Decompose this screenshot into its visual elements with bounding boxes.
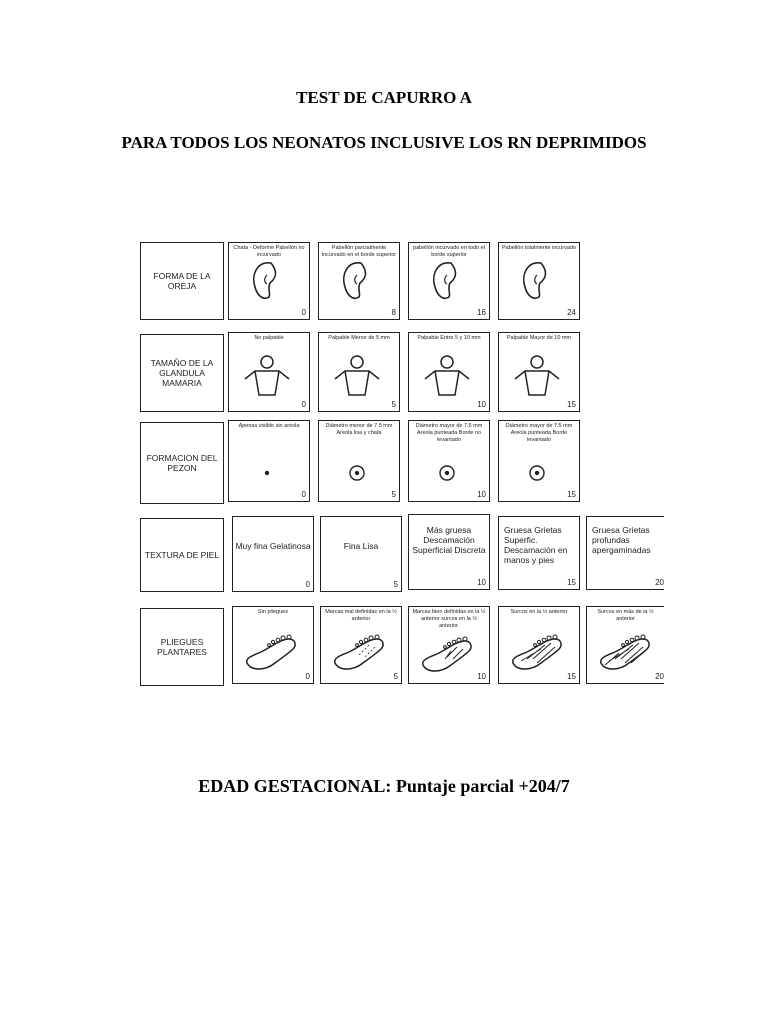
ear-icon — [327, 257, 387, 305]
score-value: 5 — [393, 580, 398, 589]
cell-ear-24 — [498, 242, 580, 320]
foot-icon — [241, 629, 301, 677]
cell-nipple-15 — [498, 420, 580, 502]
cell-skin-0 — [232, 516, 314, 592]
cell-ear-0 — [228, 242, 310, 320]
cell-caption: Surcos en más de la ½ anterior — [597, 609, 654, 622]
score-value: 10 — [477, 672, 486, 681]
row-label-ear-shape: FORMA DE LA OREJA — [140, 242, 224, 320]
cell-description: Gruesa Grietas Superfic. Descamación en manos y pies — [504, 525, 568, 565]
cell-foot-20 — [586, 606, 664, 684]
cell-caption: Diámetro mayor de 7.5 mm Areola punteada Borde no levantado — [415, 423, 483, 443]
cell-skin-20 — [586, 516, 664, 590]
torso-icon — [417, 353, 477, 401]
cell-caption: No palpable — [254, 335, 284, 341]
score-value: 0 — [301, 400, 306, 409]
cell-caption: Surcos en la ½ anterior — [510, 609, 568, 615]
ear-icon — [417, 257, 477, 305]
cell-nipple-10 — [408, 420, 490, 502]
cell-description: Fina Lisa — [343, 541, 379, 551]
cell-description: Más gruesa Descamación Superficial Discreta — [412, 525, 486, 555]
cell-foot-0 — [232, 606, 314, 684]
row-label-nipple-formation: FORMACION DEL PEZON — [140, 422, 224, 504]
cell-skin-15 — [498, 516, 580, 590]
row-label-plantar-creases: PLIEGUES PLANTARES — [140, 608, 224, 686]
score-value: 15 — [567, 578, 576, 587]
cell-caption: Diámetro menor de 7.5 mm Areola lisa y chata — [325, 423, 393, 436]
score-value: 10 — [477, 578, 486, 587]
nipple-icon — [507, 445, 567, 493]
cell-caption: Pabellón totalmente incurvado — [502, 245, 576, 251]
score-value: 20 — [655, 672, 664, 681]
score-value: 10 — [477, 490, 486, 499]
score-value: 0 — [301, 490, 306, 499]
cell-caption: Sin pliegues — [258, 609, 288, 615]
score-value: 20 — [655, 578, 664, 587]
foot-icon — [595, 629, 655, 677]
cell-nipple-5 — [318, 420, 400, 502]
cell-caption: Palpable Mayor de 10 mm — [506, 335, 572, 341]
score-value: 15 — [567, 672, 576, 681]
cell-caption: Pabellón parcialmente incurvado en el borde superior — [321, 245, 397, 258]
score-value: 0 — [305, 672, 310, 681]
score-value: 8 — [391, 308, 396, 317]
cell-skin-10 — [408, 514, 490, 590]
cell-caption: Apenas visible sin areola — [238, 423, 300, 429]
cell-skin-5 — [320, 516, 402, 592]
cell-description: Gruesa Grietas profundas apergaminadas — [592, 525, 651, 555]
page-title: TEST DE CAPURRO A — [296, 88, 472, 107]
ear-icon — [507, 257, 567, 305]
ear-icon — [237, 257, 297, 305]
torso-icon — [237, 353, 297, 401]
cell-foot-10 — [408, 606, 490, 684]
row-label-skin-texture: TEXTURA DE PIEL — [140, 518, 224, 592]
capurro-score-chart — [136, 236, 666, 686]
cell-caption: Marcas mal definidas en la ½ anterior — [325, 609, 397, 622]
score-value: 15 — [567, 490, 576, 499]
foot-icon — [417, 631, 477, 679]
row-label-breast-size: TAMAÑO DE LA GLANDULA MAMARIA — [140, 334, 224, 412]
cell-caption: Marcas bien definidas en la ½ anterior surcos en la ½ anterior. — [412, 609, 486, 629]
cell-foot-15 — [498, 606, 580, 684]
page-subtitle: PARA TODOS LOS NEONATOS INCLUSIVE LOS RN DEPRIMIDOS — [121, 133, 647, 152]
cell-breast-5 — [318, 332, 400, 412]
nipple-icon — [417, 445, 477, 493]
score-value: 5 — [391, 490, 396, 499]
nipple-icon — [327, 445, 387, 493]
foot-icon — [507, 629, 567, 677]
gestational-age-result: EDAD GESTACIONAL: Puntaje parcial +204/7 — [198, 776, 570, 796]
score-value: 16 — [477, 308, 486, 317]
foot-icon — [329, 629, 389, 677]
cell-caption: Palpable Entre 5 y 10 mm — [417, 335, 481, 341]
cell-ear-8 — [318, 242, 400, 320]
cell-ear-16 — [408, 242, 490, 320]
cell-caption: Palpable Menor de 5 mm — [328, 335, 390, 341]
score-value: 5 — [391, 400, 396, 409]
score-value: 10 — [477, 400, 486, 409]
cell-breast-0 — [228, 332, 310, 412]
nipple-icon — [237, 445, 297, 493]
cell-caption: Diámetro mayor de 7.5 mm Areola punteada Borde levantado — [505, 423, 573, 443]
torso-icon — [327, 353, 387, 401]
cell-breast-15 — [498, 332, 580, 412]
cell-caption: pabellón incurvado en todo el borde superior — [413, 245, 485, 258]
cell-nipple-0 — [228, 420, 310, 502]
score-value: 5 — [393, 672, 398, 681]
score-value: 24 — [567, 308, 576, 317]
torso-icon — [507, 353, 567, 401]
score-value: 15 — [567, 400, 576, 409]
score-value: 0 — [301, 308, 306, 317]
cell-caption: Chata - Deforme Pabellón no incurvado — [233, 245, 305, 258]
cell-breast-10 — [408, 332, 490, 412]
score-value: 0 — [305, 580, 310, 589]
cell-foot-5 — [320, 606, 402, 684]
cell-description: Muy fina Gelatinosa — [235, 541, 311, 551]
